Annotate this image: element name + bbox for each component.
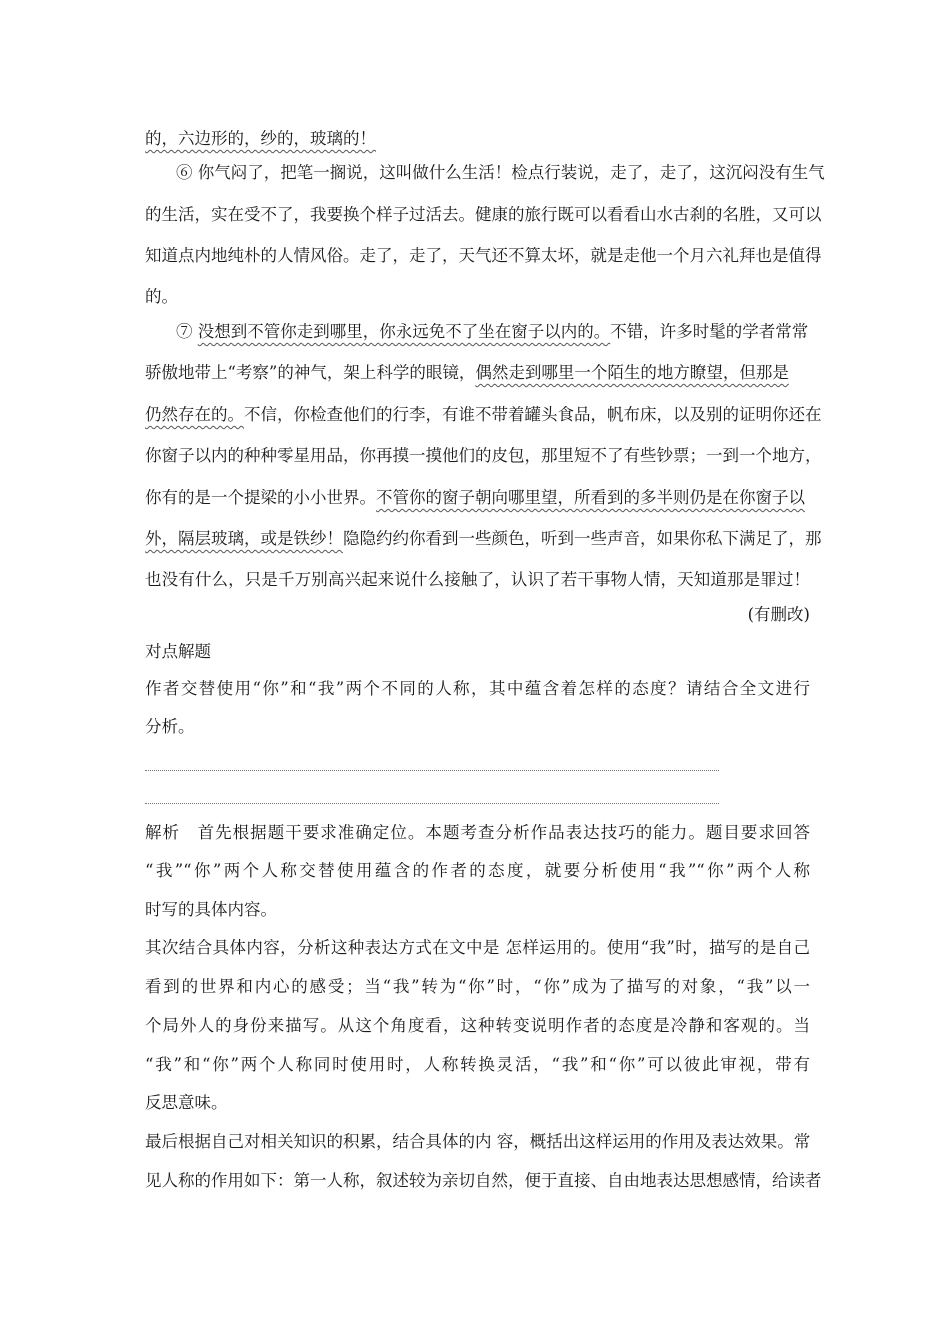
analysis-line: 其次结合具体内容，分析这种表达方式在文中是 怎样运用的。使用“我”时，描写的是自己 [145,938,810,957]
paragraph-7-line [145,362,810,384]
paragraph-7-line: 也没有什么，只是千万别高兴起来说什么接触了，认识了若干事物人情，天知道那是罪过！ [145,570,810,589]
text-segment: 隐隐约约你看到一些颜色，听到一些声音，如果你私下满足了，那 [343,529,822,548]
answer-blank-line [145,770,719,771]
paragraph-7-line [145,487,810,509]
text-segment: 骄傲地带上“考察”的神气，架上科学的眼镜， [145,363,476,382]
answer-blank-line [145,803,719,804]
paragraph-7-line [176,321,810,343]
section-heading: 对点解题 [145,642,211,661]
underlined-text: 外，隔层玻璃，或是铁纱！ [145,529,343,548]
underlined-text: 没想到不管你走到哪里，你永远免不了坐在窗子以内的。 [197,322,611,341]
analysis-line: 解析 首先根据题干要求准确定位。本题考查分析作品表达技巧的能力。题目要求回答 [145,823,810,842]
paragraph-7-line [145,404,822,426]
source-note: (有删改) [747,605,810,624]
analysis-line: 最后根据自己对相关知识的积累，结合具体的内 容，概括出这样运用的作用及表达效果。常 [145,1132,811,1151]
analysis-line: “我”和“你”两个人称同时使用时，人称转换灵活，“我”和“你”可以彼此审视，带有 [145,1055,810,1074]
text-segment: ⑦ [176,322,198,341]
analysis-line: 个局外人的身份来描写。从这个角度看，这种转变说明作者的态度是冷静和客观的。当 [145,1016,810,1035]
text-line [145,128,810,150]
text-segment: 不错，许多时髦的学者常常 [610,322,809,341]
paragraph-6-line: 的。 [145,287,178,306]
question-line: 分析。 [145,717,195,736]
paragraph-6-line: ⑥ 你气闷了，把笔一搁说，这叫做什么生活！检点行装说，走了，走了，这沉闷没有生气 [176,163,825,182]
analysis-line: 见人称的作用如下：第一人称，叙述较为亲切自然，便于直接、自由地表达思想感情，给读者 [145,1171,822,1190]
paragraph-7-line [145,528,822,550]
analysis-line: 反思意味。 [145,1093,228,1112]
analysis-line: “我”“你”两个人称交替使用蕴含的作者的态度，就要分析使用“我”“你”两个人称 [145,861,810,880]
underlined-text: 偶然走到哪里一个陌生的地方瞭望，但那是 [475,363,789,382]
text-segment: 不信，你检查他们的行李，有谁不带着罐头食品，帆布床，以及别的证明你还在 [244,405,822,424]
analysis-line: 时写的具体内容。 [145,900,277,919]
analysis-line: 看到的世界和内心的感受；当“我”转为“你”时，“你”成为了描写的对象，“我”以一 [145,977,810,996]
underlined-text: 不管你的窗子朝向哪里望，所看到的多半则仍是在你窗子以 [376,488,805,507]
paragraph-6-line: 的生活，实在受不了，我要换个样子过活去。健康的旅行既可以看看山水古刹的名胜，又可以 [145,205,822,224]
paragraph-7-line: 你窗子以内的种种零星用品，你再摸一摸他们的皮包，那里短不了有些钞票；一到一个地方， [145,446,822,465]
underlined-text: 仍然存在的。 [145,405,244,424]
question-line: 作者交替使用“你”和“我”两个不同的人称，其中蕴含着怎样的态度？请结合全文进行 [145,679,810,698]
underlined-text: 的，六边形的，纱的，玻璃的！ [145,129,376,148]
paragraph-6-line: 知道点内地纯朴的人情风俗。走了，走了，天气还不算太坏，就是走他一个月六礼拜也是值得 [145,246,822,265]
text-segment: 你有的是一个提梁的小小世界。 [145,488,376,507]
